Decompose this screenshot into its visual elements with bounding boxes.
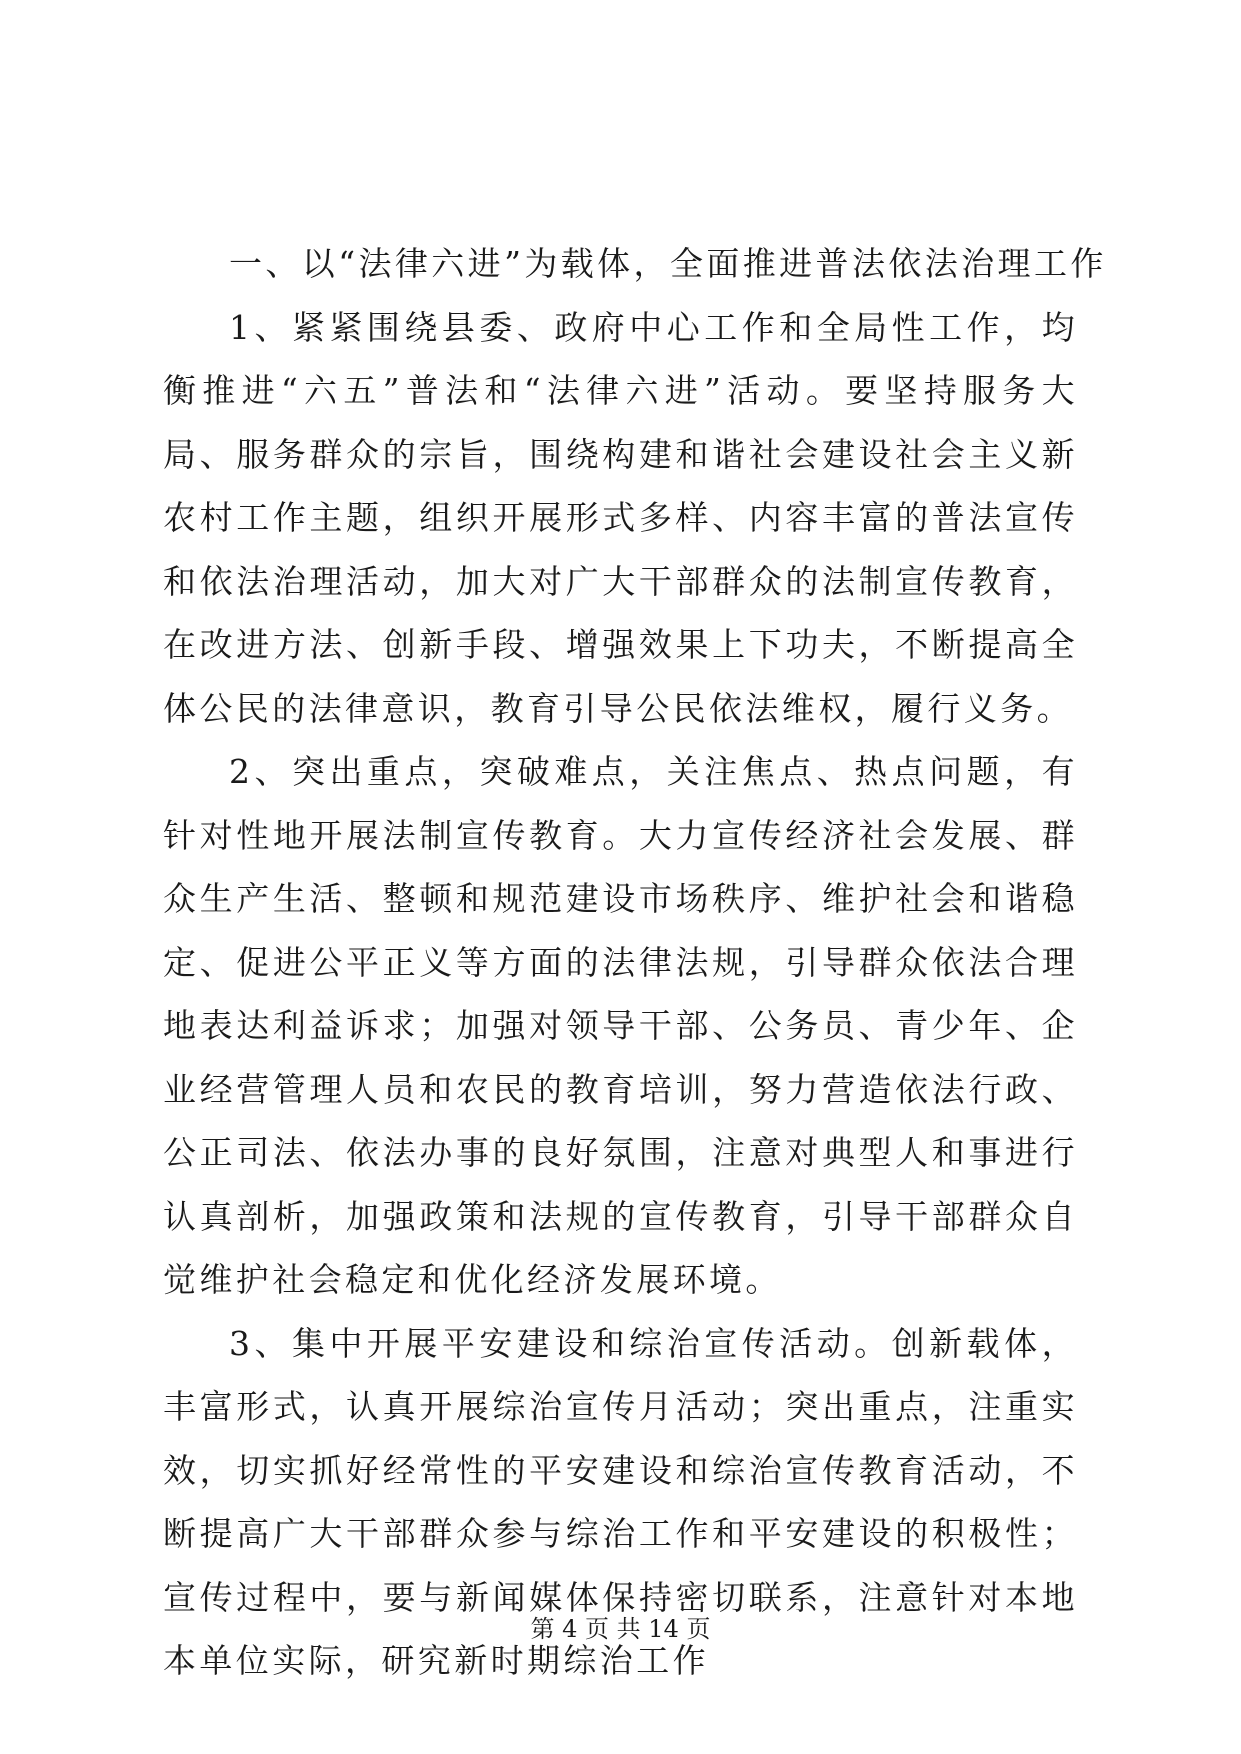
paragraph-3: 3、集中开展平安建设和综治宣传活动。创新载体，丰富形式，认真开展综治宣传月活动；突出重点，注重实效，切实抓好经常性的平安建设和综治宣传教育活动，不断提高广大干部群众参与综治工作和平安建设的积极性；宣传过程中，要与新闻媒体保持密切联系，注意针对本地本单位实际，研究新时期综治工作 (163, 1323, 1078, 1680)
paragraph-2: 2、突出重点，突破难点，关注焦点、热点问题，有针对性地开展法制宣传教育。大力宣传经济社会发展、群众生产生活、整顿和规范建设市场秩序、维护社会和谐稳定、促进公平正义等方面的法律法规，引导群众依法合理地表达利益诉求；加强对领导干部、公务员、青少年、企业经营管理人员和农民的教育培训，努力营造依法行政、公正司法、依法办事的良好氛围，注意对典型人和事进行认真剖析，加强政策和法规的宣传教育，引导干部群众自觉维护社会稳定和优化经济发展环境。 (163, 752, 1078, 1299)
page-number-footer: 第 4 页 共 14 页 (530, 1615, 711, 1643)
section-heading: 一、以“法律六进”为载体，全面推进普法依法治理工作 (229, 244, 1107, 283)
document-body (163, 232, 1107, 1693)
paragraph-1: 1、紧紧围绕县委、政府中心工作和全局性工作，均衡推进“六五”普法和“法律六进”活动。要坚持服务大局、服务群众的宗旨，围绕构建和谐社会建设社会主义新农村工作主题，组织开展形式多样、内容丰富的普法宣传和依法治理活动，加大对广大干部群众的法制宣传教育，在改进方法、创新手段、增强效果上下功夫，不断提高全体公民的法律意识，教育引导公民依法维权，履行义务。 (163, 307, 1078, 728)
